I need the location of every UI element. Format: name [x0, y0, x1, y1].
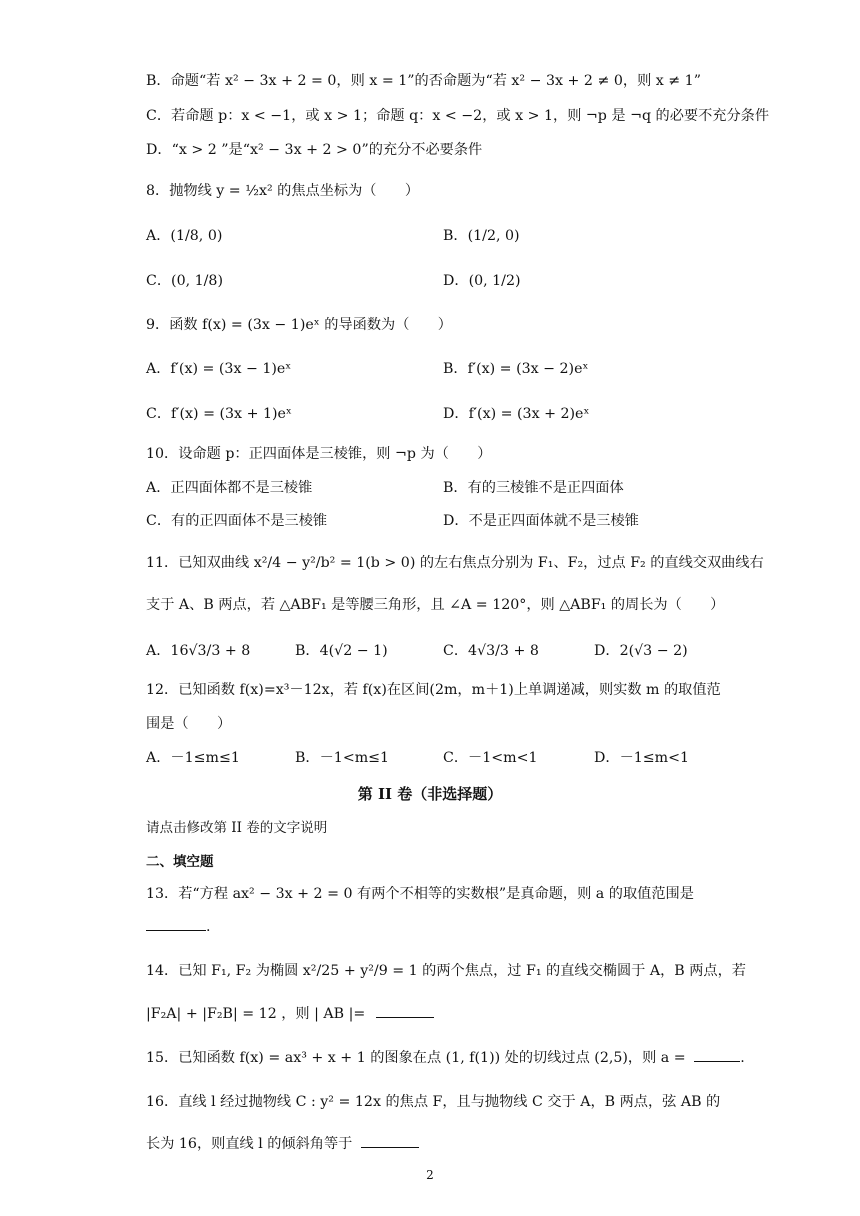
- q16-line2-wrap: [146, 1133, 419, 1155]
- q15-line1: 15．已知函数 f(x) = ax³ + x + 1 的图象在点 (1, f(1)) 处的切线过点 (2,5)，则 a =: [146, 1050, 686, 1066]
- q12-option-b: B．－1<m≤1: [295, 750, 390, 766]
- q11-option-a: A．16√3/3 + 8: [146, 643, 251, 659]
- q9-option-c: C．f′(x) = (3x + 1)eˣ: [146, 406, 292, 422]
- q13-end: .: [206, 919, 211, 935]
- q9-option-d: D．f′(x) = (3x + 2)eˣ: [443, 406, 590, 422]
- q7-option-c: C．若命题 p：x < −1，或 x > 1；命题 q：x < −2，或 x > 1，则 ¬p 是 ¬q 的必要不充分条件: [146, 108, 770, 124]
- section-ii-note: 请点击修改第 II 卷的文字说明: [146, 820, 328, 836]
- q10-option-a: A．正四面体都不是三棱锥: [146, 480, 313, 496]
- section-ii-title: 第 II 卷（非选择题）: [357, 785, 503, 803]
- q13-answer-line: [146, 916, 211, 938]
- q10-option-d: D．不是正四面体就不是三棱锥: [443, 513, 639, 529]
- q11-option-b: B．4(√2 − 1): [295, 643, 388, 659]
- q8-option-c: C．(0, 1/8): [146, 273, 223, 289]
- q14-answer-blank[interactable]: [376, 1003, 434, 1018]
- q8-stem: 8．抛物线 y = ½x² 的焦点坐标为（ ）: [146, 183, 420, 199]
- q7-option-d: D．“x > 2 ”是“x² − 3x + 2 > 0”的充分不必要条件: [146, 142, 483, 158]
- fill-in-heading: 二、填空题: [146, 854, 214, 870]
- q12-option-d: D．－1≤m<1: [594, 750, 690, 766]
- q12-option-c: C．－1<m<1: [443, 750, 538, 766]
- q11-option-c: C．4√3/3 + 8: [443, 643, 539, 659]
- q10-option-c: C．有的正四面体不是三棱锥: [146, 513, 328, 529]
- q14-line1: 14．已知 F₁, F₂ 为椭圆 x²/25 + y²/9 = 1 的两个焦点，过 F₁ 的直线交椭圆于 A，B 两点，若: [146, 963, 746, 979]
- q14-line2: |F₂A| + |F₂B| = 12 ，则 | AB |=: [146, 1006, 366, 1022]
- page-number: 2: [426, 1168, 434, 1182]
- q16-answer-blank[interactable]: [361, 1133, 419, 1148]
- q12-option-a: A．－1≤m≤1: [146, 750, 240, 766]
- q15-line-wrap: [146, 1047, 745, 1069]
- q10-stem: 10．设命题 p：正四面体是三棱锥，则 ¬p 为（ ）: [146, 446, 492, 462]
- q9-option-a: A．f′(x) = (3x − 1)eˣ: [146, 361, 292, 377]
- q13-answer-blank[interactable]: [146, 916, 206, 931]
- q11-line2: 支于 A、B 两点，若 △ABF₁ 是等腰三角形，且 ∠A = 120°，则 △ABF₁ 的周长为（ ）: [146, 597, 725, 613]
- q11-option-d: D．2(√3 − 2): [594, 643, 688, 659]
- q11-line1: 11．已知双曲线 x²/4 − y²/b² = 1(b > 0) 的左右焦点分别为 F₁、F₂，过点 F₂ 的直线交双曲线右: [146, 555, 764, 571]
- q7-option-b: B．命题“若 x² − 3x + 2 = 0，则 x = 1”的否命题为“若 x² − 3x + 2 ≠ 0，则 x ≠ 1”: [146, 73, 701, 89]
- q16-line1: 16．直线 l 经过抛物线 C : y² = 12x 的焦点 F，且与抛物线 C 交于 A，B 两点，弦 AB 的: [146, 1094, 721, 1110]
- q16-line2: 长为 16，则直线 l 的倾斜角等于: [146, 1136, 353, 1152]
- q8-option-d: D．(0, 1/2): [443, 273, 521, 289]
- q12-line2: 围是（ ）: [146, 716, 232, 732]
- q15-answer-blank[interactable]: [694, 1047, 740, 1062]
- q15-end: .: [740, 1050, 745, 1066]
- q8-option-b: B．(1/2, 0): [443, 228, 520, 244]
- q9-option-b: B．f′(x) = (3x − 2)eˣ: [443, 361, 589, 377]
- q10-option-b: B．有的三棱锥不是正四面体: [443, 480, 624, 496]
- q14-line2-wrap: [146, 1003, 434, 1025]
- q13-line1: 13．若“方程 ax² − 3x + 2 = 0 有两个不相等的实数根”是真命题，则 a 的取值范围是: [146, 886, 694, 902]
- q12-line1: 12．已知函数 f(x)=x³－12x，若 f(x)在区间(2m，m＋1)上单调递减，则实数 m 的取值范: [146, 682, 721, 698]
- q9-stem: 9．函数 f(x) = (3x − 1)eˣ 的导函数为（ ）: [146, 317, 452, 333]
- q8-option-a: A．(1/8, 0): [146, 228, 223, 244]
